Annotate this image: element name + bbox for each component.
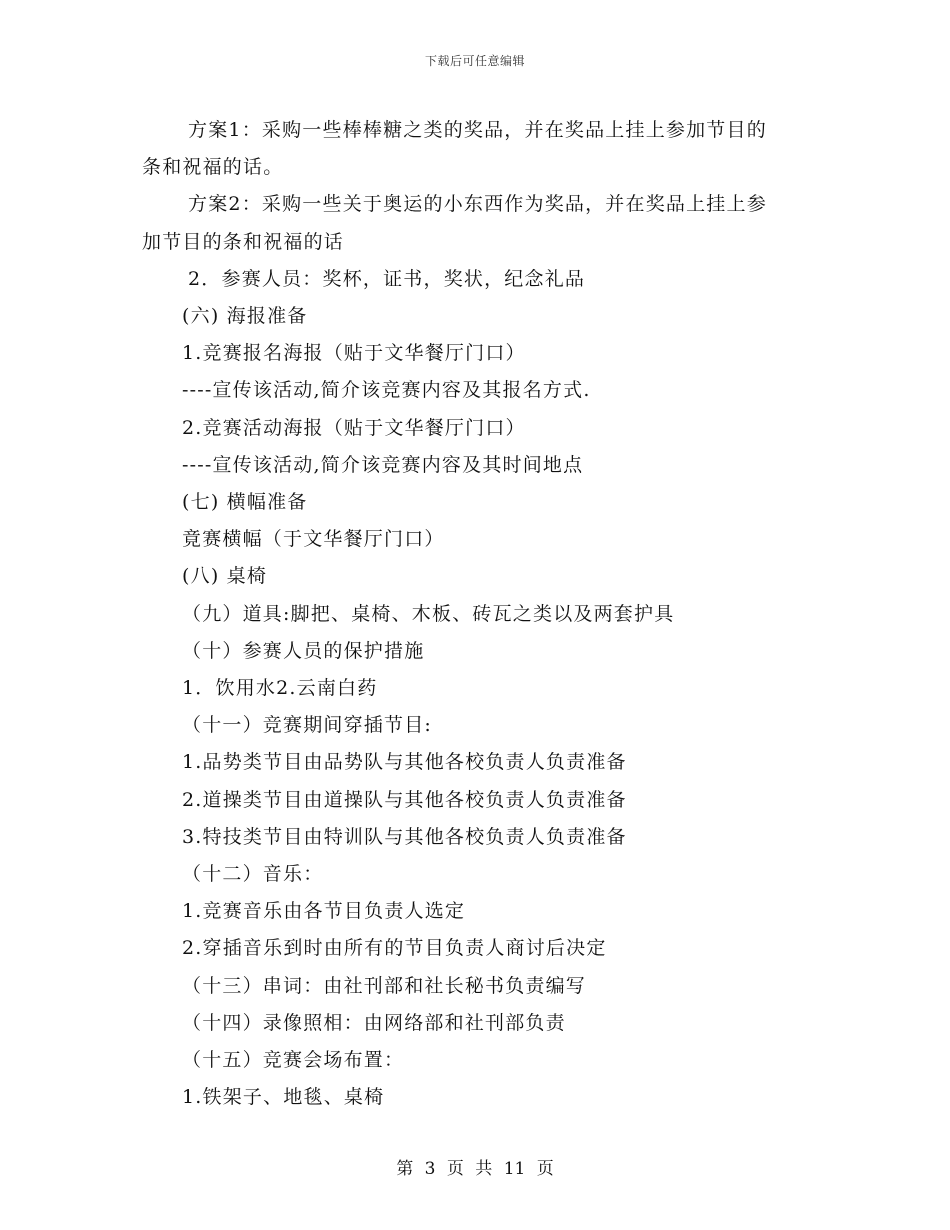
section-heading-venue: （十五）竞赛会场布置： [182,1049,405,1072]
list-item: 2.竞赛活动海报（贴于文华餐厅门口） [182,416,526,439]
paragraph-plan-1: 方案1：采购一些棒棒糖之类的奖品，并在奖品上挂上参加节目的 [188,119,767,141]
list-item: ----宣传该活动,简介该竞赛内容及其报名方式. [182,379,591,402]
section-heading-props: （九）道具:脚把、桌椅、木板、砖瓦之类以及两套护具 [182,602,675,625]
section-heading-video: （十四）录像照相：由网络部和社刊部负责 [182,1011,566,1034]
list-item: 1.竞赛音乐由各节目负责人选定 [182,900,466,923]
section-heading-script: （十三）串词：由社刊部和社长秘书负责编写 [182,974,587,997]
section-heading-posters: (六) 海报准备 [182,305,308,328]
list-item: 2.穿插音乐到时由所有的节目负责人商讨后决定 [182,937,607,960]
list-item: 2.道操类节目由道操队与其他各校负责人负责准备 [182,788,627,811]
document-body [142,112,822,1116]
page-header: 下载后可任意编辑 [424,54,525,68]
list-item: 3.特技类节目由特训队与其他各校负责人负责准备 [182,825,627,848]
page-footer: 第 3 页 共 11 页 [396,1159,554,1179]
section-heading-tables: (八) 桌椅 [182,565,268,588]
list-item: 竟赛横幅（于文华餐厅门口） [182,528,445,551]
list-item: 1.品势类节目由品势队与其他各校负责人负责准备 [182,751,627,774]
section-heading-banner: (七) 横幅准备 [182,491,308,514]
section-heading-interludes: （十一）竞赛期间穿插节目: [182,714,433,737]
list-item: 1.竞赛报名海报（贴于文华餐厅门口） [182,342,526,365]
section-heading-protection: （十）参赛人员的保护措施 [182,639,425,662]
paragraph-plan-2-cont: 加节目的条和祝福的话 [142,230,345,253]
list-item: ----宣传该活动,简介该竞赛内容及其时间地点 [182,453,584,476]
list-item: 1．饮用水2.云南白药 [182,677,378,700]
list-item: 1.铁架子、地毯、桌椅 [182,1086,385,1109]
paragraph-plan-2: 方案2：采购一些关于奥运的小东西作为奖品，并在奖品上挂上参 [188,193,767,216]
participants-prizes: 2．参赛人员：奖杯，证书，奖状，纪念礼品 [188,267,586,290]
paragraph-plan-1-cont: 条和祝福的话。 [142,156,284,179]
section-heading-music: （十二）音乐： [182,863,324,886]
